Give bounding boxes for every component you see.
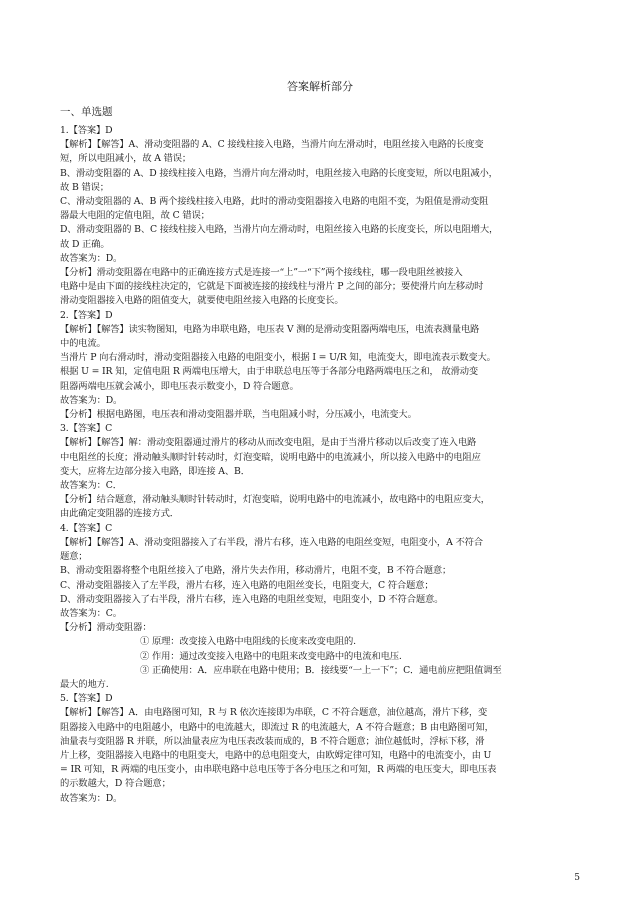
text-line: 滑动变阻器接入电路的阻值变大，就要使电阻丝接入电路的长度变长。 — [60, 295, 344, 307]
text-line: 3.【答案】C — [60, 423, 113, 435]
text-line: ③ 正确使用：A．应串联在电路中使用；B．接线要“一上一下”；C．通电前应把阻值调至 — [140, 664, 502, 676]
text-line: 1.【答案】D — [60, 125, 113, 136]
text-line: ② 作用：通过改变接入电路中的电阻来改变电路中的电流和电压. — [140, 650, 402, 662]
text-line: 器最大电阻的定值电阻，故 C 错误； — [60, 210, 210, 222]
text-line: 由此确定变阻器的连接方式． — [60, 508, 179, 520]
text-line: 【分析】根据电路图，电压表和滑动变阻器并联，当电阻减小时，分压减小，电流变大。 — [60, 409, 417, 421]
text-line: 电路中是由下面的接线柱决定的，它就是下面被连接的接线柱与滑片 P 之间的部分；要使滑片向左移动时 — [60, 281, 484, 293]
text-line: 故答案为：C。 — [60, 607, 122, 619]
text-line: 中电阻丝的长度；滑动触头顺时针转动时，灯泡变暗，说明电路中的电流减小，所以接入电路中的电阻应 — [60, 451, 481, 463]
text-line: 2.【答案】D — [60, 309, 113, 321]
text-line: 根据 U = IR 知，定值电阻 R 两端电压增大，由于串联总电压等于各部分电路两端电压之和， 故滑动变 — [60, 366, 479, 378]
text-line: 【解析】【解答】A．由电路图可知，R 与 R 依次连接即为串联，C 不符合题意，油位越高，滑片下移，变 — [60, 707, 488, 719]
text-line: 短，所以电阻减小，故 A 错误； — [60, 153, 192, 165]
text-line: 【解析】【解答】A、滑动变阻器的 A、C 接线柱接入电路，当滑片向左滑动时，电阻丝接入电路的长度变 — [60, 139, 484, 151]
page-title: 答案解析部分 — [287, 80, 353, 93]
page-number: 5 — [574, 873, 580, 883]
text-line: 【分析】滑动变阻器： — [60, 622, 152, 634]
text-line: 阻器两端电压就会减小，即电压表示数变小，D 符合题意。 — [60, 380, 299, 392]
text-line: 题意； — [60, 551, 88, 563]
text-line: 的示数越大，D 符合题意； — [60, 778, 171, 790]
text-line: 故 D 正确。 — [60, 238, 110, 250]
text-line: 变大，应将左边部分接入电路，即连接 A、B． — [60, 465, 250, 477]
text-line: 5.【答案】D — [60, 693, 113, 705]
text-line: 片上移，变阻器接入电路中的电阻变大，电路中的总电阻变大，由欧姆定律可知，电路中的电流变小，由 U — [60, 749, 492, 761]
text-line: 【解析】【解答】A、滑动变阻器接入了右半段，滑片右移，连入电路的电阻丝变短，电阻变小，A 不符合 — [60, 536, 483, 548]
section-heading: 一、单选题 — [60, 106, 113, 118]
text-line: 阻器接入电路中的电阻越小，电路中的电流越大，即流过 R 的电流越大，A 不符合题意；B 由电路图可知， — [60, 721, 494, 733]
text-line: C、滑动变阻器的 A、B 两个接线柱接入电路，此时的滑动变阻器接入电路的电阻不变，为阻值是滑动变阻 — [60, 196, 489, 208]
text-line: = IR 可知，R 两端的电压变小，由串联电路中总电压等于各分电压之和可知，R 两端的电压变大，即电压表 — [60, 764, 497, 776]
text-line: 【解析】【解答】解：滑动变阻器通过滑片的移动从而改变电阻，是由于当滑片移动以后改变了连入电路 — [60, 437, 477, 449]
text-line: B、滑动变阻器将整个电阻丝接入了电路，滑片失去作用，移动滑片，电阻不变，B 不符合题意； — [60, 565, 452, 577]
text-line: 中的电流。 — [60, 338, 106, 350]
text-line: 故答案为：D。 — [60, 252, 123, 264]
text-line: B、滑动变阻器的 A、D 接线柱接入电路，当滑片向左滑动时，电阻丝接入电路的长度变短，所以电阻减小， — [60, 167, 498, 179]
answer-body — [60, 124, 588, 806]
text-line: 【解析】【解答】读实物图知，电路为串联电路，电压表 V 测的是滑动变阻器两端电压，电流表测量电路 — [60, 323, 480, 335]
text-line: 故答案为：D。 — [60, 792, 123, 804]
text-line: 油量表与变阻器 R 并联，所以油量表应为电压表改装而成的，B 不符合题意；油位越低时，浮标下移，滑 — [60, 735, 485, 747]
text-line: 【分析】滑动变阻器在电路中的正确连接方式是连接一“上”一“下”两个接线柱，哪一段电阻丝被接入 — [60, 267, 463, 279]
text-line: 4.【答案】C — [60, 522, 113, 534]
text-line: 最大的地方. — [60, 678, 109, 690]
text-line: D、滑动变阻器的 B、C 接线柱接入电路，当滑片向左滑动时，电阻丝接入电路的长度变长，所以电阻增大， — [60, 224, 499, 236]
text-line: 故答案为：C． — [60, 480, 122, 492]
text-line: D、滑动变阻器接入了右半段，滑片右移，连入电路的电阻丝变短，电阻变小，D 不符合题意。 — [60, 593, 444, 605]
text-line: 当滑片 P 向右滑动时，滑动变阻器接入电路的电阻变小，根据 I = U/R 知，电流变大，即电流表示数变大。 — [60, 352, 496, 364]
text-line: ① 原理：改变接入电路中电阻线的长度来改变电阻的. — [140, 636, 356, 648]
text-line: 【分析】结合题意，滑动触头顺时针转动时，灯泡变暗，说明电路中的电流减小，故电路中的电阻应变大， — [60, 494, 490, 506]
text-line: 故答案为：D。 — [60, 394, 123, 406]
text-line: 故 B 错误； — [60, 181, 109, 193]
text-line: C、滑动变阻器接入了左半段，滑片右移，连入电路的电阻丝变长，电阻变大，C 符合题意； — [60, 579, 434, 591]
